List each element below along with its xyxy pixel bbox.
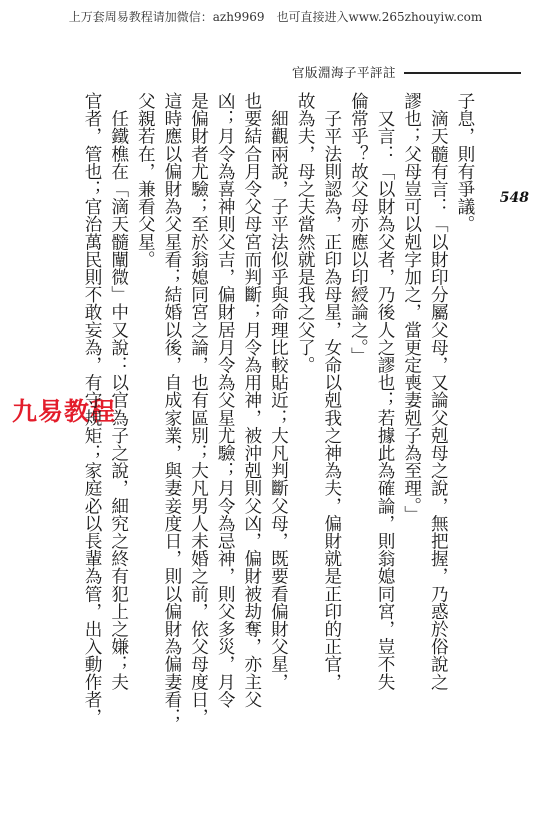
text-column: 是偏財者尤驗；至於翁媳同宮之論，也有區別；大凡男人未婚之前，依父母度日，	[188, 92, 209, 726]
text-column: 謬也；父母豈可以剋字加之，當更定喪妻剋子為至理。」	[401, 92, 422, 524]
text-column: 也要結合月令父母宮而判斷；月令為用神，被沖剋則父凶，偏財被劫奪，亦主父	[241, 92, 262, 708]
text-column: 子息，則有爭議。	[454, 92, 475, 233]
text-column: 任鐵樵在「滴天髓闡微」中又說：以官為子之說，細究之終有犯上之嫌；夫	[108, 92, 129, 691]
top-banner: 上万套周易教程请加微信：azh9969 也可直接进入www.265zhouyiw.com	[68, 10, 483, 24]
text-column: 凶；月令為喜神則父吉，偏財居月令為父星尤驗；月令為忌神，則父多災，月令	[215, 92, 236, 708]
text-column: 父親若在，兼看父星。	[135, 92, 156, 268]
text-column: 滴天髓有言：「以財印分屬父母，又論父剋母之說，無把握，乃惑於俗說之	[428, 92, 449, 691]
text-column: 倫常乎？故父母亦應以印綬論之。」	[348, 92, 369, 365]
text-column: 子平法則認為，正印為母星，女命以剋我之神為夫，偏財就是正印的正官，	[321, 92, 342, 691]
page-number: 548	[499, 190, 529, 206]
watermark-logo: 九易教程	[12, 397, 117, 426]
header-rule	[404, 72, 521, 74]
body-text	[81, 92, 476, 782]
text-column: 細觀兩說，子平法似乎與命理比較貼近；大凡判斷父母，既要看偏財父星，	[268, 92, 289, 691]
text-column: 又言：「以財為父者，乃後人之謬也；若據此為確論，則翁媳同宮，豈不失	[375, 92, 396, 691]
book-title: 官版淵海子平評註	[291, 65, 396, 80]
text-column: 這時應以偏財為父星看；結婚以後，自成家業，與妻妾度日，則以偏財為偏妻看；	[161, 92, 182, 726]
text-column: 官者，管也；官治萬民則不敢妄為，有守規矩；家庭必以長輩為管，出入動作者，	[82, 92, 102, 726]
text-column: 故為夫，母之夫當然就是我之父了。	[295, 92, 316, 374]
